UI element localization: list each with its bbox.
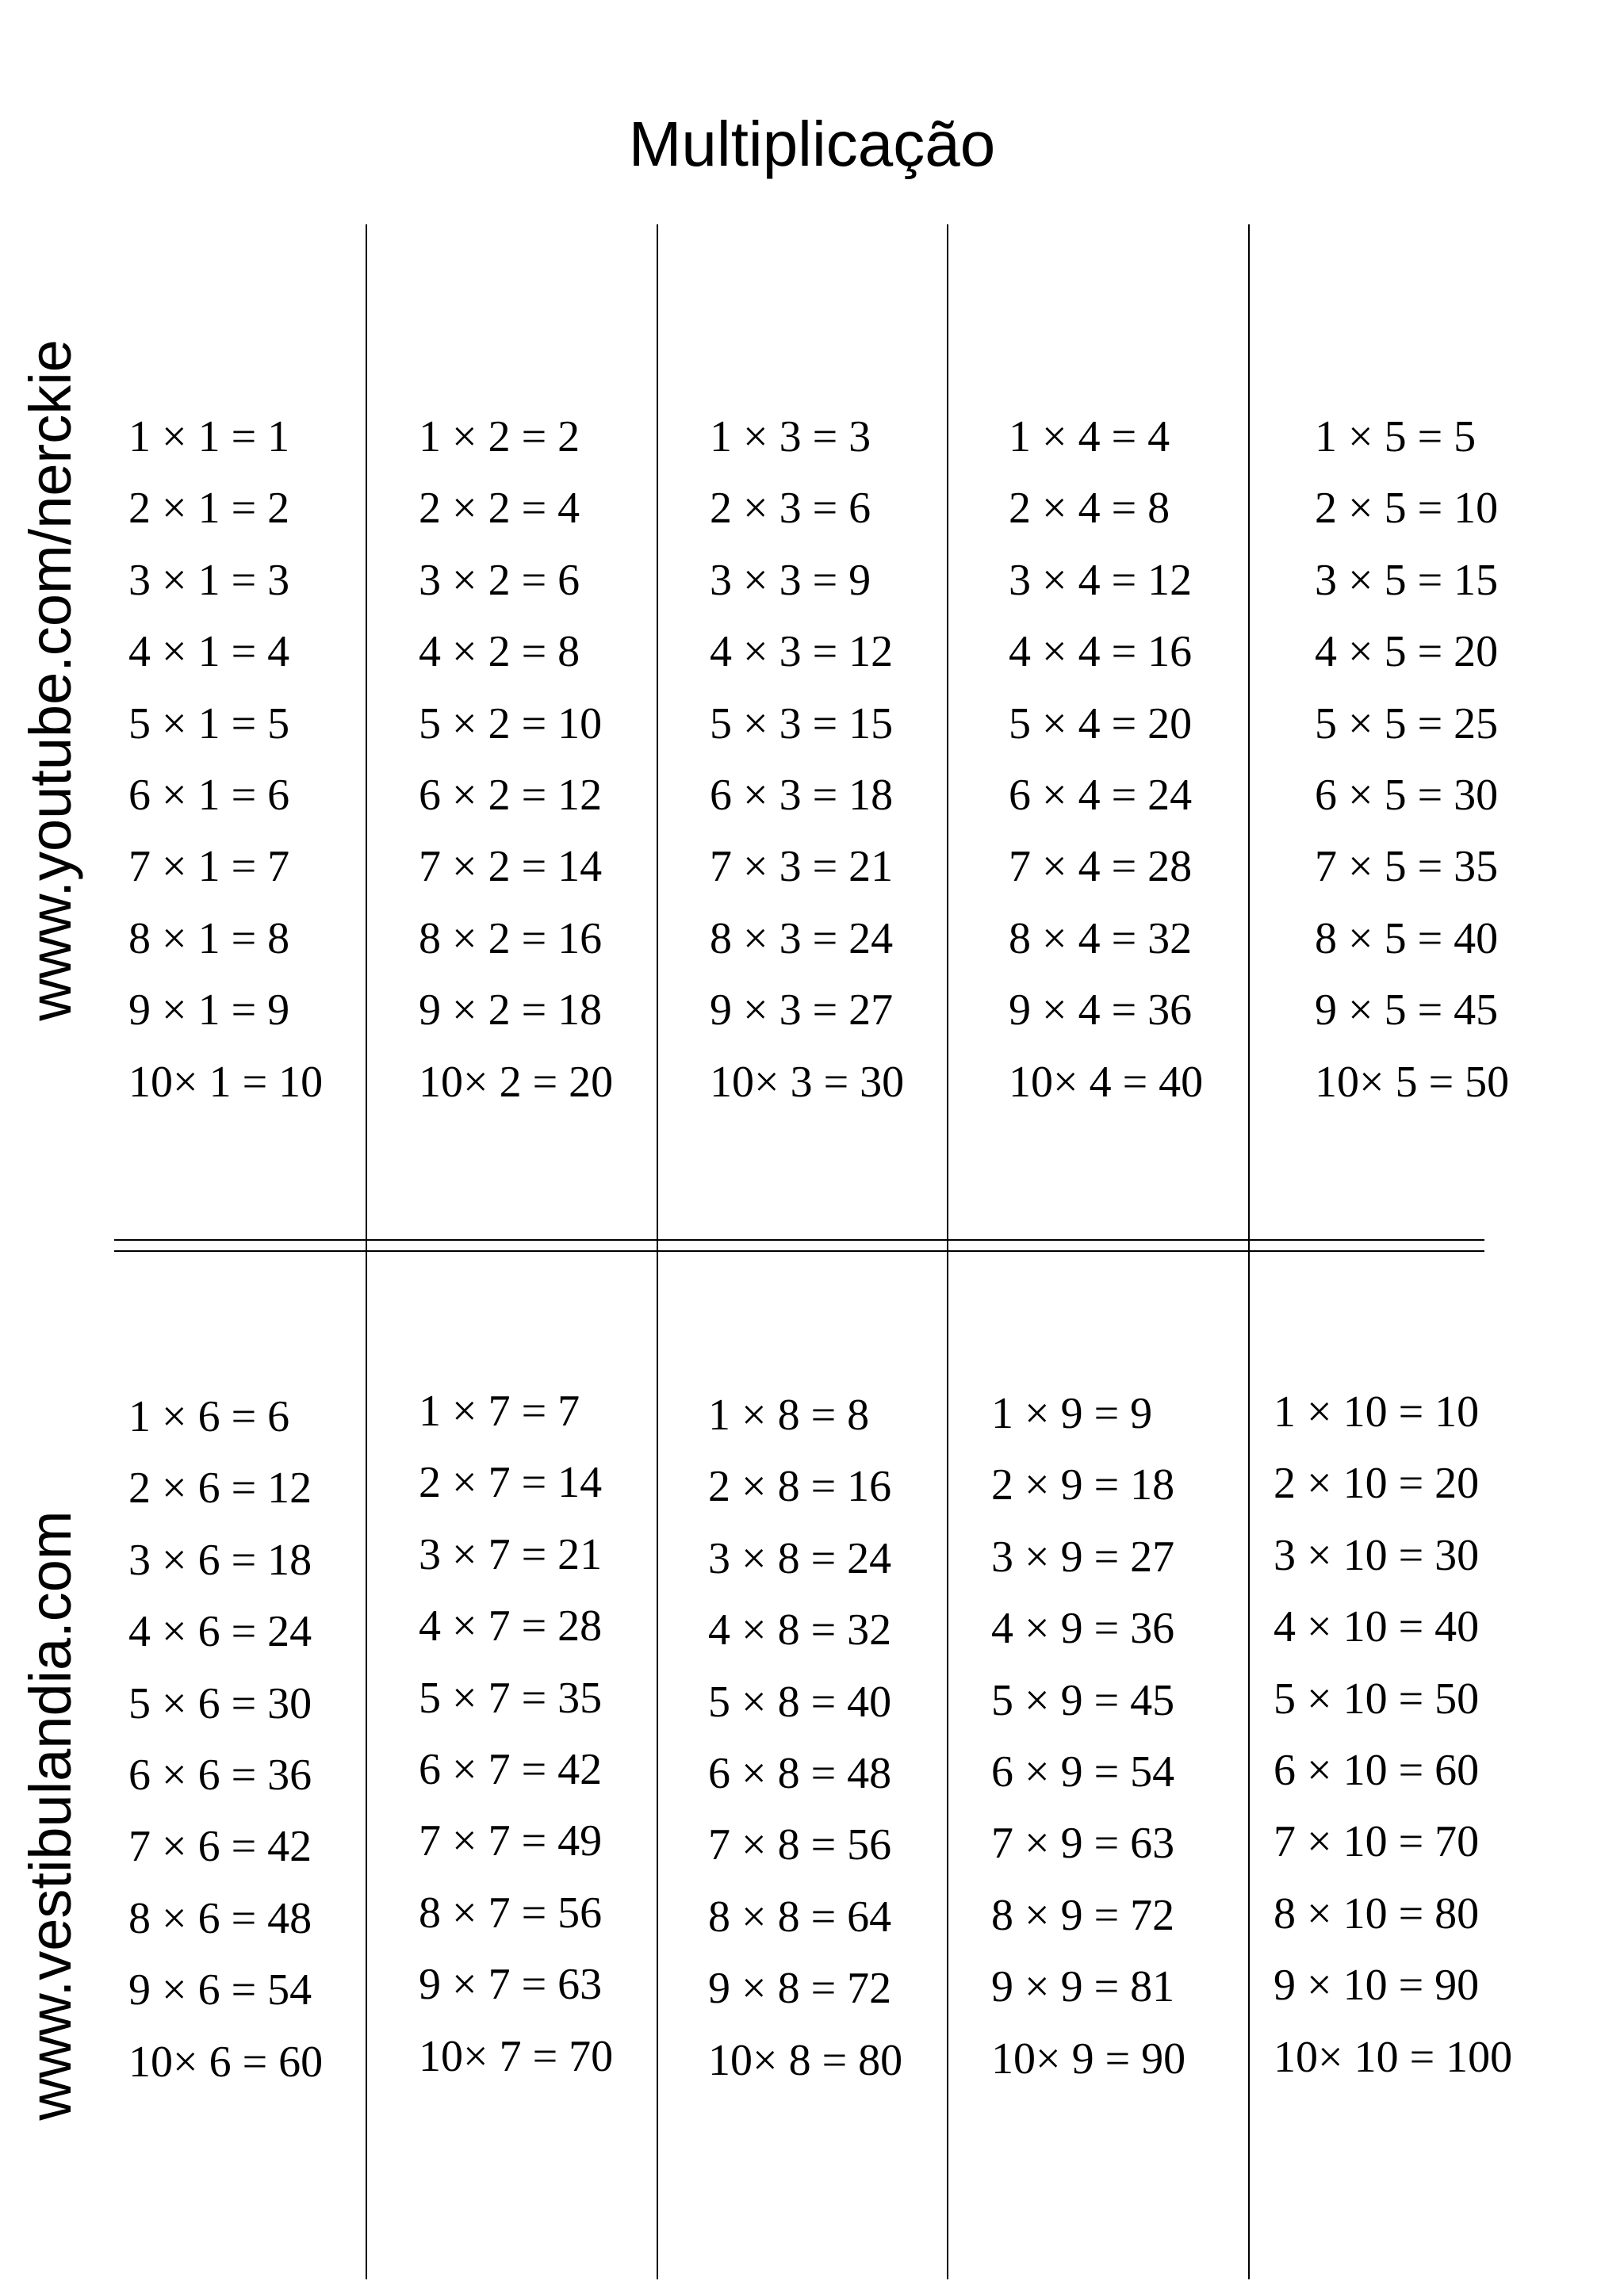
equation: 6 × 2 = 12	[419, 771, 603, 821]
equation: 2 × 10 = 20	[1274, 1459, 1480, 1509]
equation: 7 × 1 = 7	[128, 842, 290, 892]
equation: 2 × 1 = 2	[128, 484, 290, 534]
equation: 10× 3 = 30	[710, 1057, 905, 1107]
equation: 5 × 10 = 50	[1274, 1674, 1480, 1724]
equation: 10× 10 = 100	[1274, 2032, 1513, 2082]
equation: 7 × 2 = 14	[419, 842, 603, 892]
equation: 3 × 5 = 15	[1315, 555, 1499, 605]
table-1	[128, 401, 323, 1118]
equation: 4 × 7 = 28	[419, 1601, 603, 1651]
equation: 6 × 8 = 48	[708, 1749, 892, 1799]
equation: 10× 6 = 60	[128, 2037, 324, 2087]
equation: 5 × 5 = 25	[1315, 698, 1499, 748]
equation: 1 × 8 = 8	[708, 1391, 870, 1440]
equation: 5 × 8 = 40	[708, 1677, 892, 1727]
equation: 3 × 1 = 3	[128, 555, 290, 605]
equation: 2 × 9 = 18	[991, 1460, 1175, 1510]
equation: 7 × 10 = 70	[1274, 1817, 1480, 1867]
equation: 9 × 4 = 36	[1009, 985, 1193, 1035]
equation: 2 × 8 = 16	[708, 1462, 892, 1512]
equation: 7 × 4 = 28	[1009, 842, 1193, 892]
table-9	[991, 1378, 1185, 2095]
table-7	[419, 1376, 613, 2092]
equation: 8 × 9 = 72	[991, 1890, 1175, 1940]
table-2	[419, 401, 613, 1118]
equation: 9 × 7 = 63	[419, 1960, 603, 2010]
column-divider	[366, 224, 367, 2279]
column-divider	[657, 224, 658, 2279]
equation: 5 × 1 = 5	[128, 698, 290, 748]
equation: 3 × 6 = 18	[128, 1535, 312, 1585]
table-10	[1274, 1376, 1512, 2093]
equation: 4 × 10 = 40	[1274, 1602, 1480, 1652]
equation: 2 × 4 = 8	[1009, 484, 1170, 534]
equation: 5 × 9 = 45	[991, 1675, 1175, 1725]
equation: 5 × 6 = 30	[128, 1678, 312, 1728]
equation: 10× 4 = 40	[1009, 1057, 1204, 1107]
equation: 9 × 9 = 81	[991, 1962, 1175, 2012]
equation: 3 × 10 = 30	[1274, 1530, 1480, 1580]
equation: 1 × 3 = 3	[710, 412, 871, 461]
equation: 6 × 1 = 6	[128, 771, 290, 821]
equation: 7 × 3 = 21	[710, 842, 894, 892]
side-url-bottom: www.vestibulandia.com	[17, 1510, 83, 2121]
equation: 1 × 2 = 2	[419, 412, 580, 461]
equation: 10× 7 = 70	[419, 2031, 614, 2081]
equation: 4 × 8 = 32	[708, 1605, 892, 1655]
equation: 3 × 3 = 9	[710, 555, 871, 605]
equation: 3 × 7 = 21	[419, 1529, 603, 1579]
equation: 8 × 10 = 80	[1274, 1888, 1480, 1938]
equation: 8 × 1 = 8	[128, 913, 290, 963]
equation: 9 × 8 = 72	[708, 1964, 892, 2014]
equation: 9 × 3 = 27	[710, 985, 894, 1035]
equation: 7 × 5 = 35	[1315, 842, 1499, 892]
equation: 8 × 8 = 64	[708, 1892, 892, 1942]
equation: 6 × 6 = 36	[128, 1751, 312, 1800]
equation: 3 × 4 = 12	[1009, 555, 1193, 605]
equation: 10× 8 = 80	[708, 2035, 903, 2085]
equation: 4 × 6 = 24	[128, 1607, 312, 1657]
equation: 8 × 7 = 56	[419, 1888, 603, 1938]
equation: 5 × 3 = 15	[710, 698, 894, 748]
table-6	[128, 1381, 323, 2098]
equation: 8 × 3 = 24	[710, 913, 894, 963]
side-url-top: www.youtube.com/nerckie	[17, 339, 83, 1021]
equation: 1 × 10 = 10	[1274, 1387, 1480, 1437]
equation: 10× 5 = 50	[1315, 1057, 1510, 1107]
equation: 2 × 6 = 12	[128, 1464, 312, 1513]
equation: 4 × 5 = 20	[1315, 627, 1499, 677]
equation: 10× 1 = 10	[128, 1057, 324, 1107]
equation: 8 × 6 = 48	[128, 1893, 312, 1943]
equation: 6 × 7 = 42	[419, 1745, 603, 1795]
equation: 6 × 5 = 30	[1315, 771, 1499, 821]
equation: 8 × 2 = 16	[419, 913, 603, 963]
equation: 3 × 9 = 27	[991, 1532, 1175, 1582]
equation: 1 × 5 = 5	[1315, 412, 1477, 461]
equation: 6 × 4 = 24	[1009, 771, 1193, 821]
equation: 8 × 5 = 40	[1315, 913, 1499, 963]
equation: 4 × 1 = 4	[128, 627, 290, 677]
equation: 2 × 5 = 10	[1315, 484, 1499, 534]
equation: 1 × 4 = 4	[1009, 412, 1170, 461]
equation: 9 × 6 = 54	[128, 1965, 312, 2015]
equation: 1 × 6 = 6	[128, 1392, 290, 1441]
equation: 7 × 8 = 56	[708, 1820, 892, 1870]
equation: 9 × 1 = 9	[128, 985, 290, 1035]
table-8	[708, 1380, 902, 2096]
equation: 7 × 7 = 49	[419, 1816, 603, 1866]
equation: 2 × 7 = 14	[419, 1458, 603, 1508]
section-divider	[114, 1239, 1484, 1241]
equation: 9 × 5 = 45	[1315, 985, 1499, 1035]
equation: 7 × 6 = 42	[128, 1822, 312, 1872]
page-title: Multiplicação	[628, 109, 996, 179]
equation: 2 × 2 = 4	[419, 484, 580, 534]
column-divider	[1248, 224, 1250, 2279]
equation: 9 × 2 = 18	[419, 985, 603, 1035]
equation: 4 × 9 = 36	[991, 1604, 1175, 1654]
equation: 5 × 7 = 35	[419, 1673, 603, 1723]
equation: 6 × 10 = 60	[1274, 1746, 1480, 1796]
equation: 1 × 9 = 9	[991, 1389, 1153, 1438]
equation: 3 × 2 = 6	[419, 555, 580, 605]
equation: 10× 9 = 90	[991, 2034, 1186, 2084]
equation: 9 × 10 = 90	[1274, 1961, 1480, 2011]
section-divider	[114, 1250, 1484, 1252]
equation: 7 × 9 = 63	[991, 1819, 1175, 1869]
column-divider	[947, 224, 948, 2279]
equation: 10× 2 = 20	[419, 1057, 614, 1107]
equation: 1 × 1 = 1	[128, 412, 290, 461]
equation: 4 × 4 = 16	[1009, 627, 1193, 677]
equation: 6 × 9 = 54	[991, 1747, 1175, 1797]
equation: 3 × 8 = 24	[708, 1533, 892, 1583]
table-3	[710, 401, 904, 1118]
equation: 5 × 2 = 10	[419, 698, 603, 748]
equation: 1 × 7 = 7	[419, 1387, 580, 1436]
equation: 4 × 2 = 8	[419, 627, 580, 677]
table-5	[1315, 401, 1509, 1118]
table-4	[1009, 401, 1203, 1118]
equation: 5 × 4 = 20	[1009, 698, 1193, 748]
equation: 8 × 4 = 32	[1009, 913, 1193, 963]
equation: 6 × 3 = 18	[710, 771, 894, 821]
equation: 2 × 3 = 6	[710, 484, 871, 534]
equation: 4 × 3 = 12	[710, 627, 894, 677]
